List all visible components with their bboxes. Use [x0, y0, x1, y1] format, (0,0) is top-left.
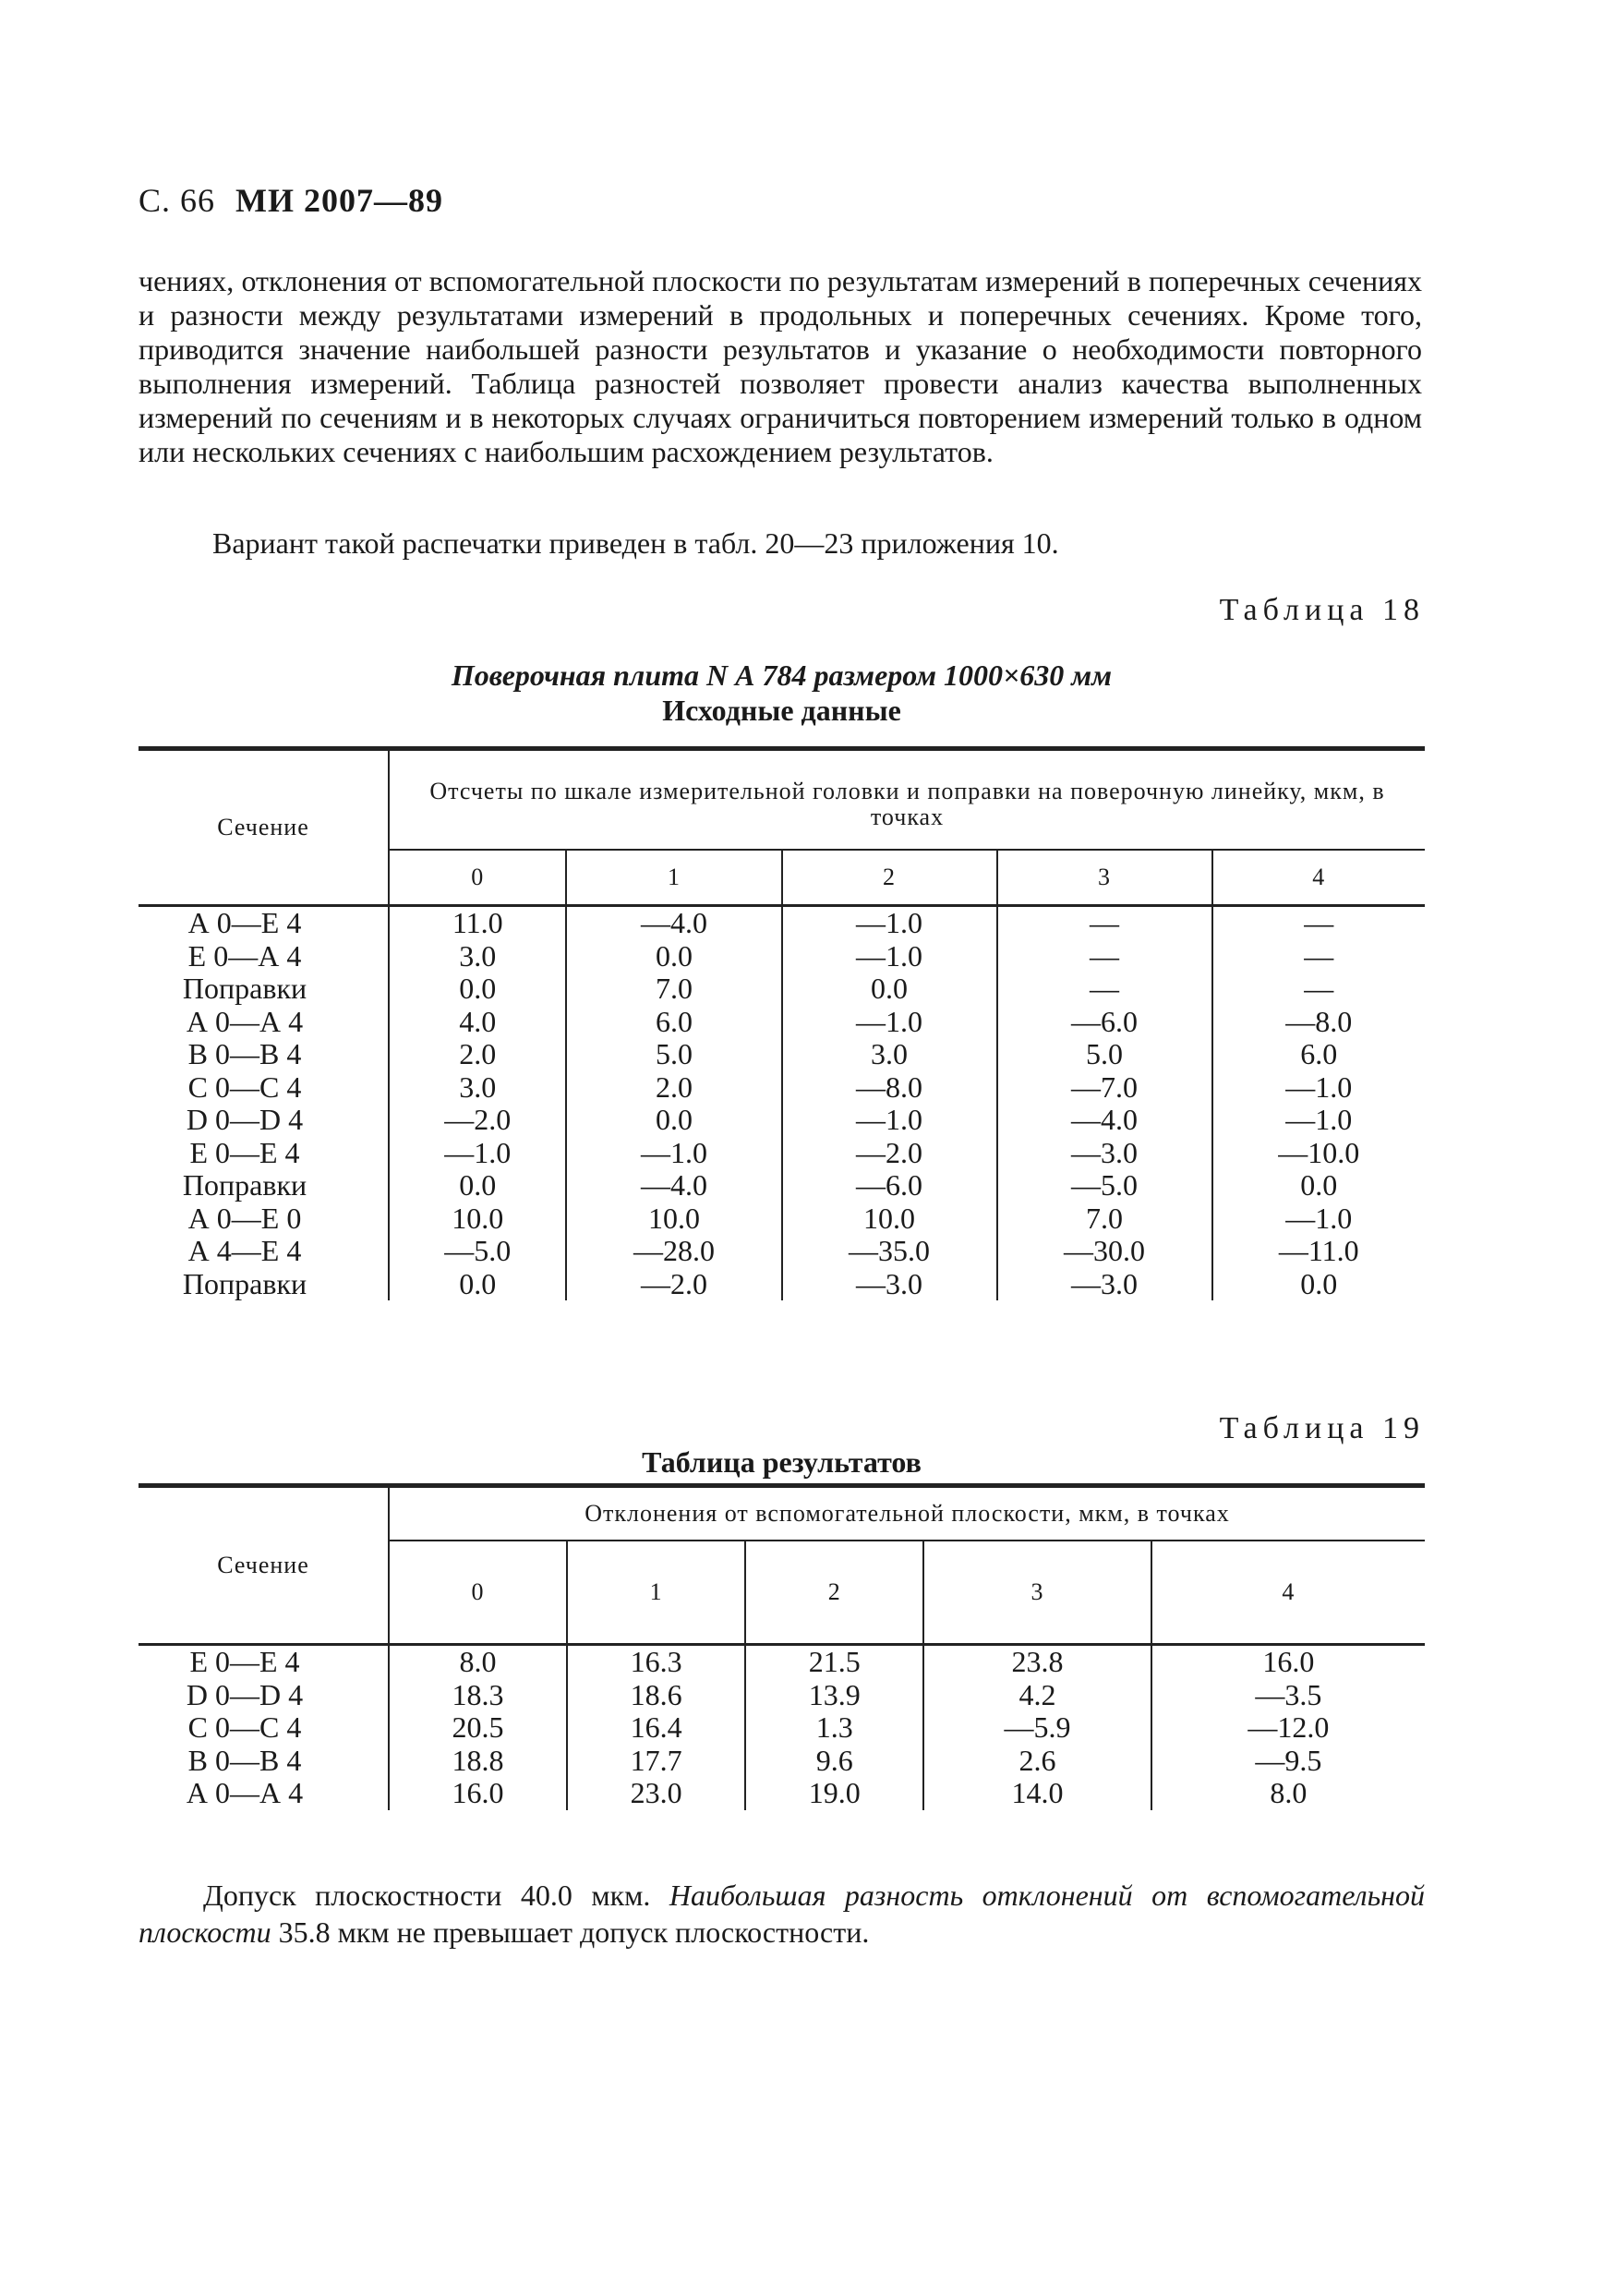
row-label: Поправки [182, 1168, 307, 1202]
table-cell: 10.0 [782, 1202, 997, 1236]
table19 [139, 1483, 1425, 1810]
row-label: В 0—В 4 [187, 1037, 302, 1070]
table18-group-header: Отсчеты по шкале измерительной головки и поправки на поверочную линейку, мкм, в точках [389, 749, 1425, 851]
footer-conclusion: 35.8 мкм не превышает допуск плоскостности. [271, 1915, 870, 1949]
table-cell: 16.0 [1151, 1645, 1425, 1679]
table-cell: — [997, 940, 1212, 973]
table-row [139, 1235, 1425, 1268]
table19-section-header: Сечение [139, 1486, 389, 1645]
table19-title: Таблица результатов [642, 1445, 922, 1479]
table19-col-header: 2 [745, 1541, 923, 1645]
paragraph-continuation: чениях, отклонения от вспомогательной плоскости по результатам измерений в поперечных сечениях и разности между результатами измерений в продольных и поперечных сечениях. Кроме того, приводится значение наибольшей разности результатов и указание о необходимости повторного выполнения измерений. Таблица разностей позволяет провести анализ качества выполненных измерений по сечениям и в некоторых случаях ограничиться повторением измерений только в одном или нескольких сечениях с наибольшим расхождением результатов. [139, 264, 1422, 468]
paragraph-reference: Вариант такой распечатки приведен в табл. 20—23 приложения 10. [212, 526, 1059, 560]
table-cell: 0.0 [1212, 1268, 1425, 1301]
row-label: С 0—С 4 [187, 1069, 302, 1104]
table-row [139, 1645, 1425, 1679]
row-label: Поправки [182, 972, 307, 1005]
table-cell: 0.0 [389, 973, 566, 1006]
table18-title-line1: Поверочная плита N А 784 размером 1000×630 мм [451, 659, 1113, 692]
table-cell: —1.0 [782, 1104, 997, 1137]
table-cell: 23.0 [567, 1777, 745, 1810]
table-cell: 0.0 [1212, 1169, 1425, 1202]
table-cell: 7.0 [997, 1202, 1212, 1236]
table-row [139, 1038, 1425, 1071]
table-cell: 14.0 [923, 1777, 1151, 1810]
table-cell: 18.8 [389, 1745, 567, 1778]
row-label: Е 0—А 4 [187, 938, 302, 973]
table19-group-header: Отклонения от вспомогательной плоскости, мкм, в точках [389, 1486, 1425, 1541]
table-cell: —3.0 [997, 1268, 1212, 1301]
table-cell: 0.0 [782, 973, 997, 1006]
table18-label: Таблица 18 [1219, 593, 1425, 627]
row-label: Поправки [182, 1266, 307, 1300]
table-row [139, 1071, 1425, 1105]
table-cell: —1.0 [1212, 1202, 1425, 1236]
table-cell: — [1212, 906, 1425, 940]
table-cell: —9.5 [1151, 1745, 1425, 1778]
table-cell: —5.0 [997, 1169, 1212, 1202]
table-cell: 10.0 [566, 1202, 781, 1236]
row-label: А 0—Е 0 [187, 1201, 302, 1235]
table-cell: 2.0 [389, 1038, 566, 1071]
table-row [139, 1202, 1425, 1236]
page-header [139, 181, 443, 220]
table-cell: 20.5 [389, 1711, 567, 1745]
table-cell: —6.0 [997, 1006, 1212, 1039]
footer-tolerance: Допуск плоскостности 40.0 мкм. [203, 1879, 669, 1912]
row-label: D 0—D 4 [186, 1677, 304, 1711]
document-code: МИ 2007—89 [235, 182, 443, 219]
table-cell: 7.0 [566, 973, 781, 1006]
row-label: А 0—А 4 [186, 1776, 304, 1809]
table-cell: 21.5 [745, 1645, 923, 1679]
table18-col-header: 0 [389, 850, 566, 906]
row-label: В 0—В 4 [187, 1743, 302, 1777]
table-row [139, 1745, 1425, 1778]
table-cell: 4.2 [923, 1679, 1151, 1712]
table-row [139, 1137, 1425, 1170]
table-cell: 19.0 [745, 1777, 923, 1810]
table-row [139, 1268, 1425, 1301]
table-cell: —3.5 [1151, 1679, 1425, 1712]
table-cell: 2.0 [566, 1071, 781, 1105]
table-cell: 17.7 [567, 1745, 745, 1778]
table-cell: 0.0 [566, 1104, 781, 1137]
table18-col-header: 2 [782, 850, 997, 906]
table-cell: 0.0 [389, 1268, 566, 1301]
table-row [139, 1711, 1425, 1745]
footer-note [139, 1877, 1425, 1951]
table-cell: —28.0 [566, 1235, 781, 1268]
table19-col-header: 0 [389, 1541, 567, 1645]
table-cell: 16.3 [567, 1645, 745, 1679]
row-label: С 0—С 4 [187, 1710, 302, 1744]
table-cell: 6.0 [566, 1006, 781, 1039]
table-cell: 18.6 [567, 1679, 745, 1712]
table19-label: Таблица 19 [1219, 1411, 1425, 1445]
table-cell: —3.0 [782, 1268, 997, 1301]
table-cell: 0.0 [566, 940, 781, 973]
table-cell: 3.0 [782, 1038, 997, 1071]
table-cell: —12.0 [1151, 1711, 1425, 1745]
table-cell: —8.0 [1212, 1006, 1425, 1039]
table-row [139, 973, 1425, 1006]
table-row [139, 1104, 1425, 1137]
table18-title-line2: Исходные данные [662, 694, 901, 727]
table-cell: —1.0 [1212, 1071, 1425, 1105]
row-label: Е 0—Е 4 [189, 1135, 300, 1169]
page-number: С. 66 [139, 182, 216, 219]
table-cell: — [1212, 973, 1425, 1006]
row-label: А 0—А 4 [186, 1004, 304, 1038]
table-cell: 23.8 [923, 1645, 1151, 1679]
table-cell: 9.6 [745, 1745, 923, 1778]
table-cell: 16.0 [389, 1777, 567, 1810]
table-row [139, 1679, 1425, 1712]
table-cell: —4.0 [566, 906, 781, 940]
table-cell: 5.0 [566, 1038, 781, 1071]
table-cell: —7.0 [997, 1071, 1212, 1105]
table-cell: — [997, 906, 1212, 940]
table-cell: —5.9 [923, 1711, 1151, 1745]
table-cell: —2.0 [782, 1137, 997, 1170]
table-cell: —6.0 [782, 1169, 997, 1202]
table-row [139, 1777, 1425, 1810]
table-cell: —1.0 [782, 906, 997, 940]
table-cell: —4.0 [566, 1169, 781, 1202]
table-row [139, 940, 1425, 973]
table18-col-header: 3 [997, 850, 1212, 906]
table-cell: —2.0 [389, 1104, 566, 1137]
row-label: D 0—D 4 [186, 1103, 304, 1136]
table-cell: —5.0 [389, 1235, 566, 1268]
table-cell: — [997, 973, 1212, 1006]
table18-col-header: 4 [1212, 850, 1425, 906]
table-cell: —1.0 [782, 940, 997, 973]
table19-col-header: 4 [1151, 1541, 1425, 1645]
table-cell: —10.0 [1212, 1137, 1425, 1170]
table18-title [139, 658, 1425, 728]
table-cell: —1.0 [566, 1137, 781, 1170]
table-cell: —11.0 [1212, 1235, 1425, 1268]
footer-max-difference: Наибольшая разность отклонений от вспомогательной плоскости [139, 1879, 1426, 1949]
table-cell: 0.0 [389, 1169, 566, 1202]
table19-col-header: 3 [923, 1541, 1151, 1645]
table-cell: 8.0 [389, 1645, 567, 1679]
table-cell: 13.9 [745, 1679, 923, 1712]
table-row [139, 1006, 1425, 1039]
table-cell: 11.0 [389, 906, 566, 940]
table-row [139, 1169, 1425, 1202]
table-cell: —35.0 [782, 1235, 997, 1268]
table-cell: 4.0 [389, 1006, 566, 1039]
table-cell: 5.0 [997, 1038, 1212, 1071]
table-cell: —3.0 [997, 1137, 1212, 1170]
table-cell: 3.0 [389, 940, 566, 973]
table-cell: —1.0 [1212, 1104, 1425, 1137]
table18-col-header: 1 [566, 850, 781, 906]
table-cell: 8.0 [1151, 1777, 1425, 1810]
row-label: Е 0—Е 4 [189, 1645, 300, 1678]
table-cell: 6.0 [1212, 1038, 1425, 1071]
table-cell: —2.0 [566, 1268, 781, 1301]
table-cell: 18.3 [389, 1679, 567, 1712]
table18-section-header: Сечение [139, 749, 389, 906]
table-cell: —4.0 [997, 1104, 1212, 1137]
table-cell: 2.6 [923, 1745, 1151, 1778]
table-cell: —30.0 [997, 1235, 1212, 1268]
table-cell: —8.0 [782, 1071, 997, 1105]
row-label: А 4—Е 4 [187, 1234, 302, 1267]
table-row [139, 906, 1425, 940]
row-label: А 0—Е 4 [187, 906, 302, 939]
table-cell: 1.3 [745, 1711, 923, 1745]
table-cell: 16.4 [567, 1711, 745, 1745]
table-cell: 3.0 [389, 1071, 566, 1105]
table19-col-header: 1 [567, 1541, 745, 1645]
table18 [139, 746, 1425, 1300]
table-cell: —1.0 [782, 1006, 997, 1039]
table-cell: — [1212, 940, 1425, 973]
table-cell: —1.0 [389, 1137, 566, 1170]
table-cell: 10.0 [389, 1202, 566, 1236]
